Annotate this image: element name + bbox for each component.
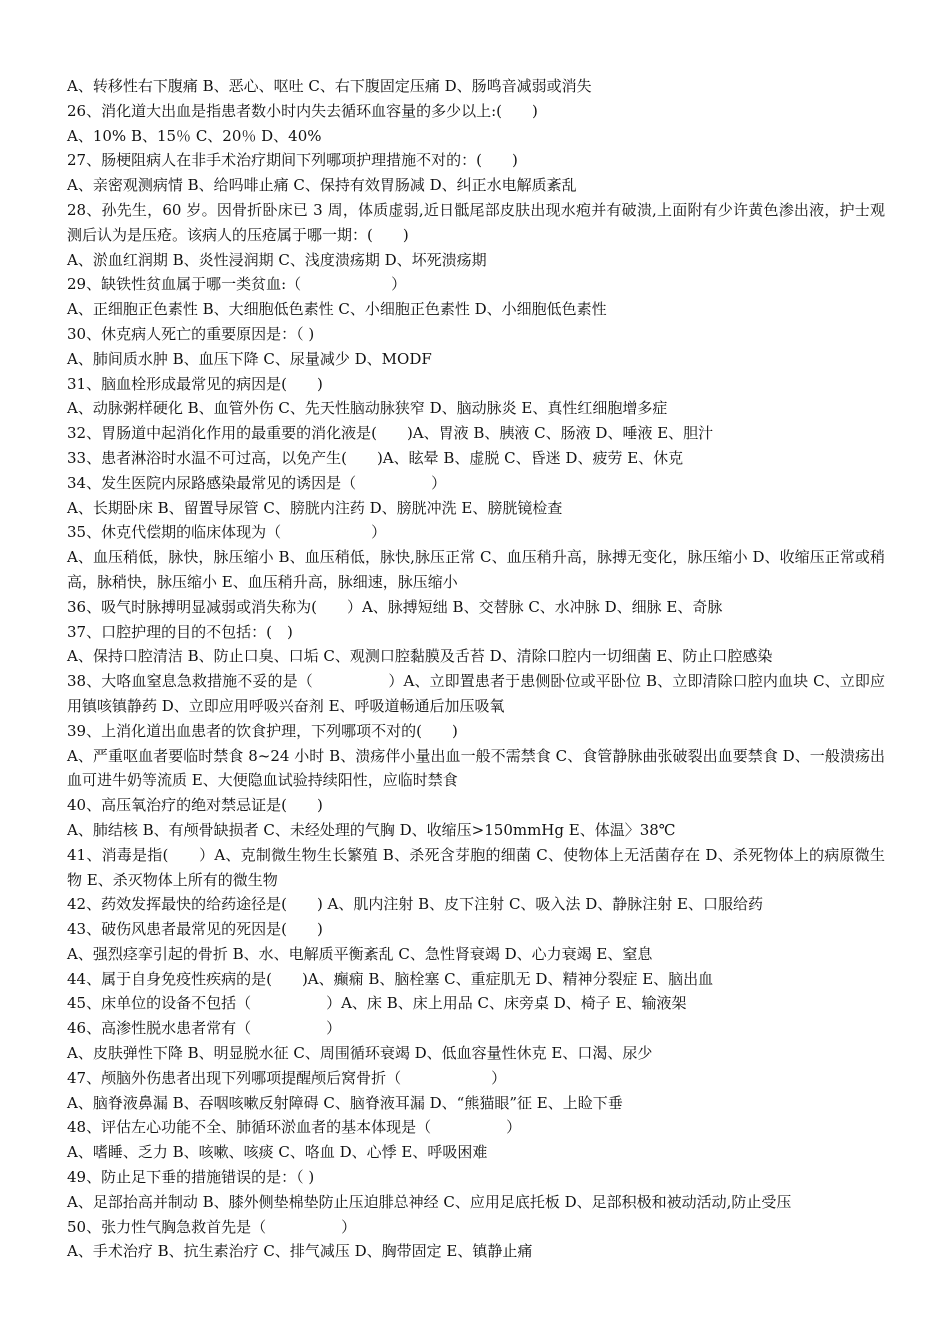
answer-options: A、正细胞正色素性 B、大细胞低色素性 C、小细胞正色素性 D、小细胞低色素性 (67, 300, 607, 319)
document-page (67, 74, 885, 1264)
question-text: 49、防止足下垂的措施错误的是：（ ) (67, 1168, 315, 1187)
answer-options: A、嗜睡、乏力 B、咳嗽、咳痰 C、咯血 D、心悸 E、呼吸困难 (67, 1143, 488, 1162)
question-text: 34、发生医院内尿路感染最常见的诱因是（ ） (67, 473, 447, 492)
question-text: 47、颅脑外伤患者出现下列哪项提醒颅后窝骨折（ ） (67, 1068, 507, 1087)
question-text: 26、消化道大出血是指患者数小时内失去循环血容量的多少以上:( ) (67, 101, 538, 120)
answer-options: A、脑脊液鼻漏 B、吞咽咳嗽反射障碍 C、脑脊液耳漏 D、“熊猫眼”征 E、上睑下垂 (67, 1093, 623, 1112)
answer-options: A、淤血红润期 B、炎性浸润期 C、浅度溃疡期 D、坏死溃疡期 (67, 250, 487, 269)
question-text: 37、口腔护理的目的不包括：( ) (67, 622, 293, 641)
question-text: 50、张力性气胸急救首先是（ ） (67, 1217, 357, 1236)
answer-options: A、动脉粥样硬化 B、血管外伤 C、先天性脑动脉狭窄 D、脑动脉炎 E、真性红细胞增多症 (67, 399, 668, 418)
question-text: 29、缺铁性贫血属于哪一类贫血:（ ） (67, 275, 407, 294)
answer-options: A、保持口腔清洁 B、防止口臭、口垢 C、观测口腔黏膜及舌苔 D、清除口腔内一切细菌 E、防止口腔感染 (67, 647, 773, 666)
answer-options: A、血压稍低，脉快，脉压缩小 B、血压稍低，脉快,脉压正常 C、血压稍升高，脉搏无变化，脉压缩小 D、收缩压正常或稍高，脉稍快，脉压缩小 E、血压稍升高，脉细速，脉压缩小 (67, 548, 885, 591)
answer-options: A、皮肤弹性下降 B、明显脱水征 C、周围循环衰竭 D、低血容量性休克 E、口渴、尿少 (67, 1044, 653, 1063)
question-text: 43、破伤风患者最常见的死因是( ) (67, 920, 323, 939)
answer-options: A、肺间质水肿 B、血压下降 C、尿量减少 D、MODF (67, 349, 432, 368)
answer-options: A、10% B、15％ C、20％ D、40% (67, 126, 322, 145)
question-text: 28、孙先生，60 岁。因骨折卧床已 3 周，体质虚弱,近日骶尾部皮肤出现水疱并有破溃,上面附有少许黄色渗出液，护士观测后认为是压疮。该病人的压疮属于哪一期：( ) (67, 200, 885, 244)
question-text: 38、大咯血窒息急救措施不妥的是（ ）A、立即置患者于患侧卧位或平卧位 B、立即清除口腔内血块 C、立即应用镇咳镇静药 D、立即应用呼吸兴奋剂 E、呼吸道畅通后加压吸氧 (67, 672, 885, 715)
answer-options: A、转移性右下腹痛 B、恶心、呕吐 C、右下腹固定压痛 D、肠鸣音减弱或消失 (67, 77, 592, 95)
answer-options: A、亲密观测病情 B、给吗啡止痛 C、保持有效胃肠减 D、纠正水电解质紊乱 (67, 176, 577, 195)
question-text: 40、高压氧治疗的绝对禁忌证是( ) (67, 796, 323, 815)
answer-options: A、长期卧床 B、留置导尿管 C、膀胱内注药 D、膀胱冲洗 E、膀胱镜检查 (67, 498, 563, 517)
question-text: 36、吸气时脉搏明显减弱或消失称为( ）A、脉搏短绌 B、交替脉 C、水冲脉 D、细脉 E、奇脉 (67, 597, 723, 616)
question-text: 45、床单位的设备不包括（ ）A、床 B、床上用品 C、床旁桌 D、椅子 E、输液架 (67, 994, 687, 1013)
question-text: 27、肠梗阻病人在非手术治疗期间下列哪项护理措施不对的：( ) (67, 151, 518, 170)
question-text: 44、属于自身免疫性疾病的是( )A、癫痫 B、脑栓塞 C、重症肌无 D、精神分裂症 E、脑出血 (67, 969, 714, 988)
question-text: 39、上消化道出血患者的饮食护理，下列哪项不对的( ) (67, 721, 458, 740)
question-text: 32、胃肠道中起消化作用的最重要的消化液是( )A、胃液 B、胰液 C、肠液 D、唾液 E、胆汁 (67, 424, 714, 443)
question-text: 46、高渗性脱水患者常有（ ） (67, 1019, 342, 1038)
question-text: 31、脑血栓形成最常见的病因是( ) (67, 374, 323, 393)
answer-options: A、足部抬高并制动 B、膝外侧垫棉垫防止压迫腓总神经 C、应用足底托板 D、足部积极和被动活动,防止受压 (67, 1192, 792, 1211)
question-text: 41、消毒是指( ）A、克制微生物生长繁殖 B、杀死含芽胞的细菌 C、使物体上无活菌存在 D、杀死物体上的病原微生物 E、杀灭物体上所有的微生物 (67, 845, 885, 889)
question-text: 35、休克代偿期的临床体现为（ ） (67, 523, 387, 542)
answer-options: A、肺结核 B、有颅骨缺损者 C、未经处理的气胸 D、收缩压>150mmHg E、体温〉38℃ (67, 820, 676, 839)
answer-options: A、手术治疗 B、抗生素治疗 C、排气减压 D、胸带固定 E、镇静止痛 (67, 1242, 533, 1261)
question-text: 33、患者淋浴时水温不可过高，以免产生( )A、眩晕 B、虚脱 C、昏迷 D、疲劳 E、休克 (67, 448, 684, 467)
question-text: 48、评估左心功能不全、肺循环淤血者的基本体现是（ ） (67, 1118, 522, 1137)
question-text: 30、休克病人死亡的重要原因是：（ ) (67, 324, 315, 343)
question-text: 42、药效发挥最快的给药途径是( ) A、肌内注射 B、皮下注射 C、吸入法 D、静脉注射 E、口服给药 (67, 895, 763, 914)
answer-options: A、严重呕血者要临时禁食 8~24 小时 B、溃疡伴小量出血一般不需禁食 C、食管静脉曲张破裂出血要禁食 D、一般溃疡出血可进牛奶等流质 E、大便隐血试验持续阳性，应临时禁食 (67, 746, 885, 790)
answer-options: A、强烈痉挛引起的骨折 B、水、电解质平衡紊乱 C、急性肾衰竭 D、心力衰竭 E、窒息 (67, 944, 653, 963)
